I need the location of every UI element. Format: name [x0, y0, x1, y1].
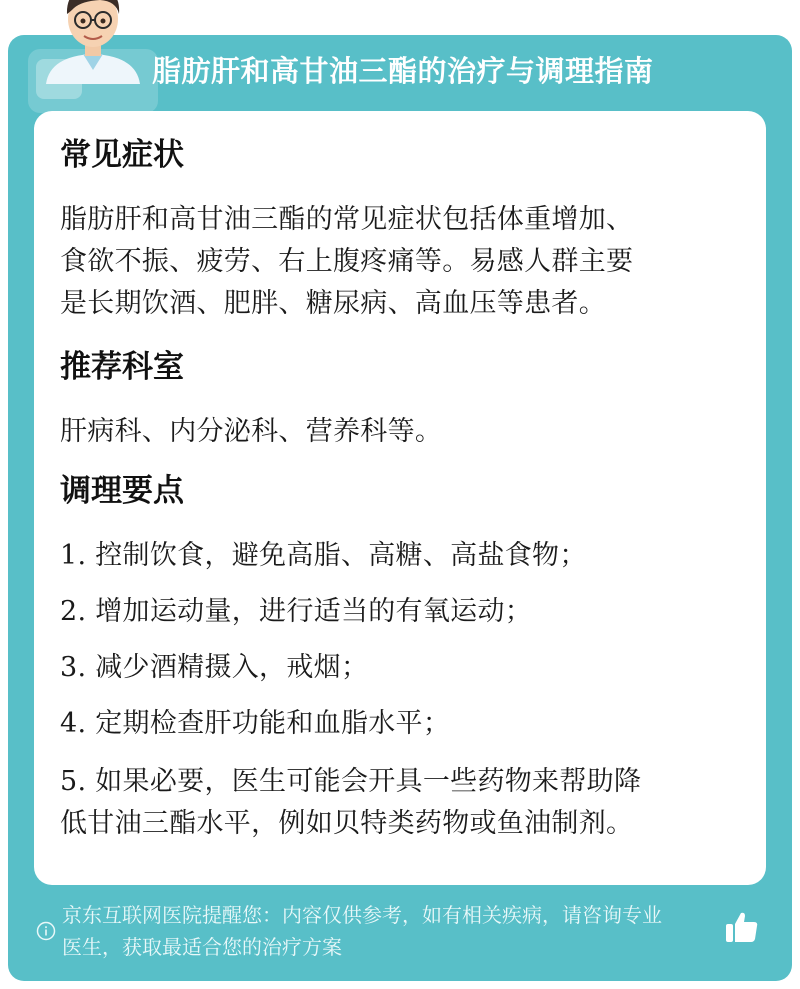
content-panel — [34, 111, 766, 885]
footer-line1: 京东互联网医院提醒您：内容仅供参考，如有相关疾病，请咨询专业 — [62, 903, 662, 927]
list-item — [60, 535, 746, 576]
list-item-number: 5. — [60, 766, 87, 797]
symptoms-text-line1: 脂肪肝和高甘油三酯的常见症状包括体重增加、 — [60, 204, 634, 235]
list-item-text: 如果必要，医生可能会开具一些药物来帮助降 — [86, 766, 642, 797]
symptoms-text-line2: 食欲不振、疲劳、右上腹疼痛等。易感人群主要 — [60, 246, 634, 277]
list-item — [60, 761, 746, 802]
section-title-departments: 推荐科室 — [60, 349, 184, 385]
doctor-avatar — [38, 0, 148, 84]
footer-disclaimer — [62, 899, 732, 963]
list-item — [60, 591, 746, 632]
list-item-continuation: 低甘油三酯水平，例如贝特类药物或鱼油制剂。 — [60, 808, 634, 839]
list-item-text: 增加运动量，进行适当的有氧运动； — [86, 596, 533, 627]
list-item-number: 1. — [60, 540, 87, 571]
list-item — [60, 647, 746, 688]
list-item-text: 减少酒精摄入，戒烟； — [86, 652, 369, 683]
list-item-number: 3. — [60, 652, 87, 683]
list-item-text: 定期检查肝功能和血脂水平； — [86, 708, 451, 739]
page-title: 脂肪肝和高甘油三酯的治疗与调理指南 — [152, 54, 654, 88]
list-item — [60, 703, 746, 744]
section-title-care: 调理要点 — [60, 473, 184, 509]
thumbs-up-icon[interactable] — [722, 907, 762, 947]
section-title-symptoms: 常见症状 — [60, 137, 184, 173]
list-item-text: 控制饮食，避免高脂、高糖、高盐食物； — [86, 540, 587, 571]
info-icon — [36, 921, 56, 941]
departments-text: 肝病科、内分泌科、营养科等。 — [60, 416, 443, 447]
list-item-number: 4. — [60, 708, 87, 739]
guide-card — [8, 35, 792, 981]
footer-line2: 医生，获取最适合您的治疗方案 — [62, 935, 342, 959]
list-item-number: 2. — [60, 596, 87, 627]
symptoms-text-line3: 是长期饮酒、肥胖、糖尿病、高血压等患者。 — [60, 288, 606, 319]
